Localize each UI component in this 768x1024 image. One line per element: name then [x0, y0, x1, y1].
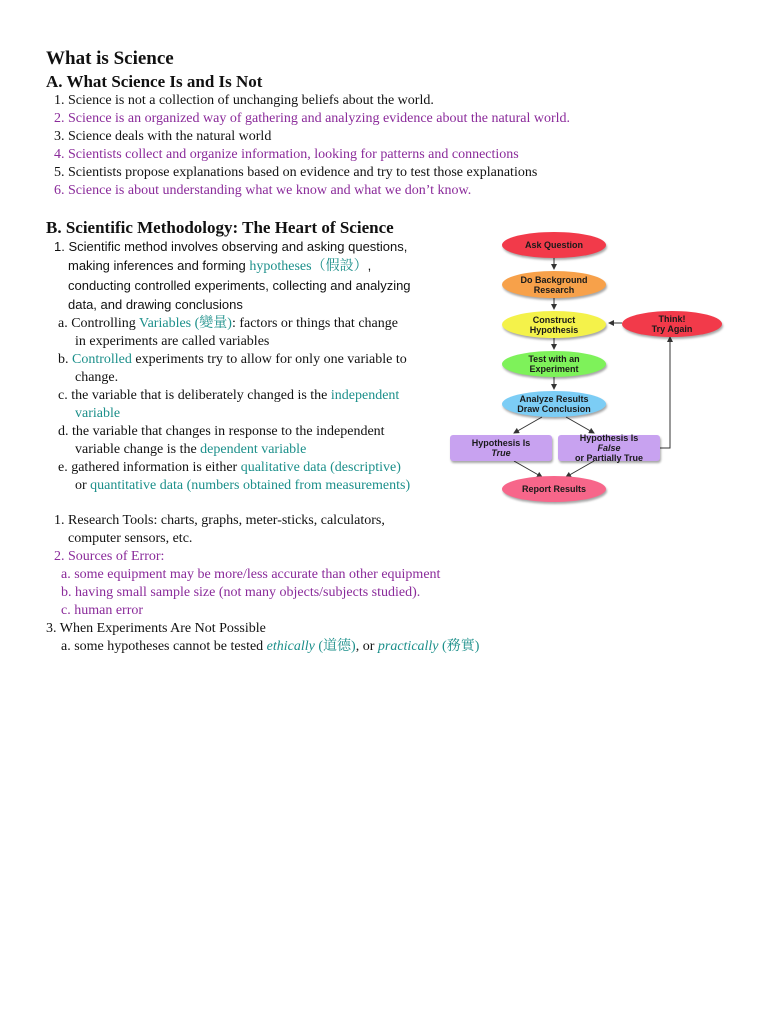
item-d-line-2	[75, 441, 306, 459]
node-false-word: False	[597, 443, 621, 453]
node-background-label-1: Do Background	[520, 274, 588, 285]
node-false-label: Hypothesis Is	[579, 433, 639, 443]
arrow-false-to-report	[566, 461, 594, 477]
tools-line-1: 1. Research Tools: charts, graphs, meter-sticks, calculators,	[54, 513, 385, 528]
arrow-true-to-report	[514, 461, 542, 477]
arrow-analyze-to-false	[566, 417, 594, 433]
method-line-2	[68, 257, 371, 276]
node-report-results	[502, 476, 606, 502]
node-construct-hypothesis	[502, 311, 606, 338]
section-a-heading: A. What Science Is and Is Not	[46, 72, 263, 91]
arrow-analyze-to-true	[514, 417, 542, 433]
item-a-line-1	[58, 315, 398, 333]
method-line-1: 1. Scientific method involves observing and asking questions,	[54, 239, 408, 254]
section-a-item-4: 4. Scientists collect and organize information, looking for patterns and connections	[54, 147, 519, 162]
tools-line-2: computer sensors, etc.	[68, 531, 193, 546]
hypotheses-cjk: （假設）	[311, 259, 368, 274]
node-report-label: Report Results	[521, 484, 586, 494]
node-background-label-2: Research	[533, 284, 575, 295]
section-a-item-6: 6. Science is about understanding what we know and what we don’t know.	[54, 183, 472, 198]
method-line-4: data, and drawing conclusions	[68, 297, 243, 312]
practically-term: practically	[377, 639, 439, 654]
item-b-line-1	[58, 351, 407, 369]
item-d-line-1: d. the variable that changes in response to the independent	[58, 424, 385, 439]
practically-cjk: (務實)	[438, 639, 480, 654]
scientific-method-flowchart	[448, 226, 728, 506]
node-ask-question	[502, 232, 606, 258]
node-test-label-1: Test with an	[528, 354, 580, 364]
qualitative-term: qualitative data (descriptive)	[240, 460, 401, 475]
quantitative-term: quantitative data (numbers obtained from measurements)	[90, 478, 411, 493]
method-line-2-text: making inferences and forming	[68, 258, 250, 273]
node-hypothesis-true	[450, 435, 552, 461]
node-hypothesis-label-1: Construct	[532, 314, 576, 325]
item-b-pre: b.	[58, 352, 72, 367]
node-analyze-label-1: Analyze Results	[519, 394, 589, 404]
node-hypothesis-label-2: Hypothesis	[529, 324, 579, 335]
item-e-pre2: or	[75, 478, 91, 493]
errors-heading: 2. Sources of Error:	[54, 549, 165, 564]
node-test-label-2: Experiment	[529, 364, 579, 374]
item-a-pre: a. Controlling	[58, 316, 140, 331]
item-c-pre: c. the variable that is deliberately changed is the	[58, 388, 331, 403]
node-false-label-2: or Partially True	[574, 453, 644, 463]
dependent-term: dependent variable	[200, 442, 307, 457]
section-a-item-5: 5. Scientists propose explanations based on evidence and try to test those explanations	[54, 165, 538, 180]
item-e-line-2	[75, 477, 410, 495]
independent-term: independent	[330, 388, 400, 403]
item-a-post: : factors or things that change	[231, 316, 398, 331]
section-a-item-3: 3. Science deals with the natural world	[54, 129, 272, 144]
node-hypothesis-false	[558, 435, 660, 461]
not-possible-mid: , or	[355, 639, 378, 654]
node-background-research	[502, 271, 606, 298]
not-possible-heading: 3. When Experiments Are Not Possible	[46, 621, 266, 636]
arrow-false-to-think	[660, 337, 670, 448]
item-b-line-2: change.	[75, 370, 119, 385]
controlled-term: Controlled	[72, 352, 132, 367]
node-true-word: True	[491, 448, 511, 458]
section-a-item-1: 1. Science is not a collection of unchanging beliefs about the world.	[54, 93, 434, 108]
item-e-pre: e. gathered information is either	[58, 460, 241, 475]
item-e-line-1	[58, 459, 401, 477]
node-think-label-2: Try Again	[651, 324, 693, 334]
node-think-try-again	[622, 311, 722, 337]
ethically-cjk: (道德)	[314, 639, 356, 654]
item-c-line-1	[58, 387, 399, 405]
node-ask-question-label: Ask Question	[524, 240, 583, 250]
variables-term: Variables (變量)	[139, 316, 232, 331]
section-a-item-2: 2. Science is an organized way of gathering and analyzing evidence about the natural world.	[54, 111, 570, 126]
section-b-heading: B. Scientific Methodology: The Heart of Science	[46, 218, 394, 237]
page-title: What is Science	[46, 48, 174, 69]
node-analyze-results	[502, 391, 606, 417]
node-true-label: Hypothesis Is	[471, 438, 531, 448]
method-line-2-comma: ,	[367, 258, 372, 273]
error-item-c: c. human error	[61, 603, 144, 618]
not-possible-item-a	[61, 638, 479, 656]
item-b-post: experiments try to allow for only one variable to	[131, 352, 407, 367]
error-item-a: a. some equipment may be more/less accurate than other equipment	[61, 567, 441, 582]
node-think-label-1: Think!	[658, 314, 686, 324]
item-a-line-2: in experiments are called variables	[75, 334, 270, 349]
node-test-experiment	[502, 351, 606, 377]
node-analyze-label-2: Draw Conclusion	[517, 404, 591, 414]
hypotheses-term: hypotheses	[249, 259, 312, 274]
error-item-b: b. having small sample size (not many objects/subjects studied).	[61, 585, 421, 600]
item-d-pre: variable change is the	[75, 442, 201, 457]
ethically-term: ethically	[266, 639, 315, 654]
not-possible-pre: a. some hypotheses cannot be tested	[61, 639, 267, 654]
method-line-3: conducting controlled experiments, collecting and analyzing	[68, 278, 411, 293]
item-c-line-2: variable	[75, 406, 121, 421]
